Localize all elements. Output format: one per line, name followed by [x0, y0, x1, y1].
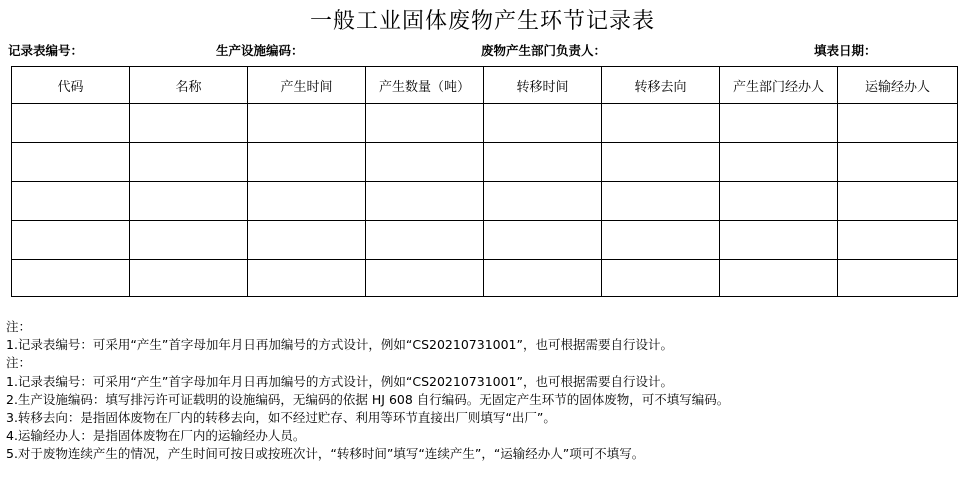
- table-cell[interactable]: [130, 221, 248, 260]
- table-cell[interactable]: [12, 221, 130, 260]
- note-item: 5.对于废物连续产生的情况，产生时间可按日或按班次计，“转移时间”填写“连续产生”，“运输经办人”项可不填写。: [6, 446, 645, 462]
- header-name: 名称: [130, 67, 248, 104]
- header-code: 代码: [12, 67, 130, 104]
- table-cell[interactable]: [248, 104, 366, 143]
- table-cell[interactable]: [130, 104, 248, 143]
- table-cell[interactable]: [366, 182, 484, 221]
- table-row: [12, 143, 958, 182]
- note-item: 2.生产设施编码：填写排污许可证载明的设施编码，无编码的依据 HJ 608 自行编码。无固定产生环节的固体废物，可不填写编码。: [6, 391, 730, 407]
- table-row: [12, 260, 958, 297]
- table-cell[interactable]: [602, 221, 720, 260]
- table-cell[interactable]: [720, 182, 838, 221]
- fill-date-label: 填表日期：: [814, 43, 877, 58]
- note-item: 1.记录表编号：可采用“产生”首字母加年月日再加编号的方式设计，例如“CS20210731001”，也可根据需要自行设计。: [6, 337, 673, 353]
- table-cell[interactable]: [130, 182, 248, 221]
- table-cell[interactable]: [720, 104, 838, 143]
- note-item: 4.运输经办人：是指固体废物在厂内的运输经办人员。: [6, 428, 306, 444]
- record-number-label: 记录表编号：: [8, 43, 84, 58]
- notes-heading: 注：: [6, 319, 32, 334]
- header-transport-handler: 运输经办人: [838, 67, 958, 104]
- table-cell[interactable]: [720, 260, 838, 297]
- facility-code-label: 生产设施编码：: [216, 43, 304, 58]
- table-cell[interactable]: [248, 221, 366, 260]
- table-header-row: [12, 67, 958, 104]
- table-cell[interactable]: [12, 182, 130, 221]
- table-cell[interactable]: [484, 143, 602, 182]
- table-cell[interactable]: [720, 221, 838, 260]
- header-generation-time: 产生时间: [248, 67, 366, 104]
- table-cell[interactable]: [838, 182, 958, 221]
- table-cell[interactable]: [602, 143, 720, 182]
- note-item: 3.转移去向：是指固体废物在厂内的转移去向，如不经过贮存、利用等环节直接出厂则填写“出厂”。: [6, 410, 556, 426]
- table-cell[interactable]: [838, 221, 958, 260]
- table-cell[interactable]: [720, 143, 838, 182]
- header-transfer-destination: 转移去向: [602, 67, 720, 104]
- table-cell[interactable]: [130, 260, 248, 297]
- dept-owner-label: 废物产生部门负责人：: [481, 43, 607, 58]
- table-cell[interactable]: [366, 143, 484, 182]
- table-cell[interactable]: [838, 260, 958, 297]
- table-cell[interactable]: [484, 221, 602, 260]
- table-cell[interactable]: [248, 260, 366, 297]
- table-cell[interactable]: [12, 260, 130, 297]
- notes-heading: 注：: [6, 355, 32, 371]
- page-title: 一般工业固体废物产生环节记录表: [309, 9, 655, 34]
- table-cell[interactable]: [602, 104, 720, 143]
- table-cell[interactable]: [366, 104, 484, 143]
- table-cell[interactable]: [484, 104, 602, 143]
- table-cell[interactable]: [838, 143, 958, 182]
- table-cell[interactable]: [366, 221, 484, 260]
- table-cell[interactable]: [602, 182, 720, 221]
- table-cell[interactable]: [602, 260, 720, 297]
- table-cell[interactable]: [12, 143, 130, 182]
- table-cell[interactable]: [248, 182, 366, 221]
- table-cell[interactable]: [130, 143, 248, 182]
- table-cell[interactable]: [484, 260, 602, 297]
- table-cell[interactable]: [248, 143, 366, 182]
- table-cell[interactable]: [12, 104, 130, 143]
- header-dept-handler: 产生部门经办人: [720, 67, 838, 104]
- notes-section: [6, 318, 729, 464]
- record-table: [11, 66, 958, 297]
- header-quantity: 产生数量（吨）: [366, 67, 484, 104]
- table-cell[interactable]: [366, 260, 484, 297]
- table-row: [12, 104, 958, 143]
- note-item: 1.记录表编号：可采用“产生”首字母加年月日再加编号的方式设计，例如“CS20210731001”，也可根据需要自行设计。: [6, 373, 673, 389]
- table-row: [12, 182, 958, 221]
- header-transfer-time: 转移时间: [484, 67, 602, 104]
- table-row: [12, 221, 958, 260]
- table-cell[interactable]: [484, 182, 602, 221]
- table-cell[interactable]: [838, 104, 958, 143]
